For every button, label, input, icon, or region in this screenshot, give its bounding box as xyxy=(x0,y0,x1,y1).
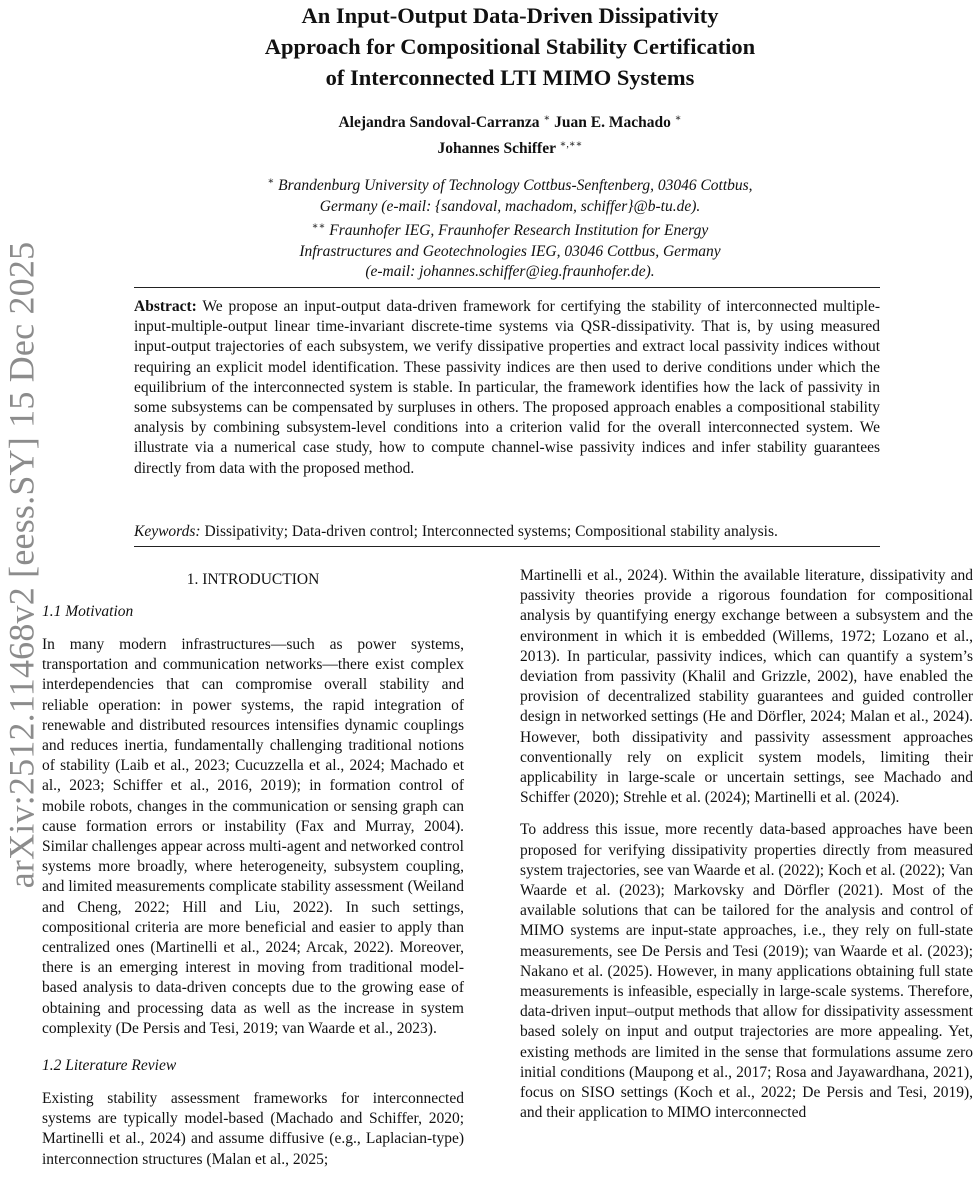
paper-title xyxy=(160,0,860,93)
author-name: Johannes Schiffer xyxy=(437,140,556,158)
title-line-3: of Interconnected LTI MIMO Systems xyxy=(325,65,695,90)
abstract-text: We propose an input-output data-driven framework for certifying the stability of interconnected multiple-input-multiple-output linear time-invariant discrete-time systems via QSR-dissipativity. That is, by using measured input-output trajectories of each subsystem, we verify dissipative properties and extract local passivity indices without requiring an explicit model identification. These passivity indices are then used to derive conditions under which the equilibrium of the interconnected system is stable. In particular, the framework identifies how the lack of passivity in some subsystems can be compensated by surpluses in others. The proposed approach enables a compositional stability analysis by combining subsystem-level conditions into a criterion valid for the overall interconnected system. We illustrate via a numerical case study, how to compute channel-wise passivity indices and infer stability guarantees directly from data with the proposed method. xyxy=(134,298,880,477)
affiliation-mark: ∗∗ xyxy=(311,221,326,233)
author-affiliation-mark: ∗ xyxy=(543,113,551,124)
keywords xyxy=(134,522,880,542)
keywords-text: Dissipativity; Data-driven control; Interconnected systems; Compositional stability analysis. xyxy=(204,523,778,540)
author-affiliation-mark: ∗ xyxy=(674,113,682,124)
abstract xyxy=(134,297,880,479)
motivation-paragraph: In many modern infrastructures—such as power systems, transportation and communication networks—there exist complex interdependencies that can compromise overall stability and reliable operation: in power systems, the rapid integration of renewable and distributed resources intensifies dynamic couplings and reduces inertia, fundamentally challenging traditional notions of stability (Laib et al., 2023; Cucuzzella et al., 2024; Machado et al., 2023; Schiffer et al., 2016, 2019); in formation control of mobile robots, changes in the communication or sensing graph can cause formation errors or instability (Fax and Murray, 2004). Similar challenges appear across multi-agent and networked control systems more broadly, where heterogeneity, subsystem coupling, and limited measurements complicate stability assessment (Weiland and Cheng, 2022; Hill and Liu, 2022). In such settings, compositional criteria are more beneficial and easier to apply than centralized ones (Martinelli et al., 2024; Arcak, 2022). Moreover, there is an emerging interest in moving from traditional model-based analysis to data-driven concepts due to the growing ease of obtaining and processing data as well as the increase in system complexity (De Persis and Tesi, 2019; van Waarde et al., 2023). xyxy=(42,636,464,1037)
right-column xyxy=(520,566,973,1123)
author-name: Juan E. Machado xyxy=(554,114,671,132)
author-name: Alejandra Sandoval-Carranza xyxy=(338,114,540,132)
abstract-label: Abstract: xyxy=(134,298,197,315)
body-paragraph: To address this issue, more recently data-based approaches have been proposed for verifying dissipativity properties directly from measured system trajectories, see van Waarde et al. (2022); Koch et al. (2022); Van Waarde et al. (2023); Markovsky and Dörfler (2021). Most of the available solutions that can be tailored for the analysis and control of MIMO systems are input-state approaches, i.e., they rely on full-state measurements, see De Persis and Tesi (2019); van Waarde et al. (2023); Nakano et al. (2025). However, in many applications obtaining full state measurements is infeasible, especially in large-scale systems. Therefore, data-driven input–output methods that allow for dissipativity assessment based solely on input and output trajectories are more appealing. Yet, existing methods are limited in the sense that formulations assume zero initial conditions (Maupong et al., 2017; Rosa and Jayawardhana, 2021), focus on SISO settings (Koch et al., 2022; De Persis and Tesi, 2019), and their application to MIMO interconnected xyxy=(520,821,973,1122)
subsection-heading-motivation: 1.1 Motivation xyxy=(42,603,134,620)
abstract-top-rule xyxy=(134,287,880,288)
body-paragraph: Martinelli et al., 2024). Within the available literature, dissipativity and passivity theories provide a rigorous foundation for compositional analysis by quantifying energy exchange between a subsystem and the environment in which it is embedded (Willems, 1972; Lozano et al., 2013). In particular, passivity indices, which can quantify a system’s deviation from passivity (Khalil and Grizzle, 2002), have enabled the provision of decentralized stability guarantees and guided controller design in networked settings (He and Dörfler, 2024; Malan et al., 2024). However, both dissipativity and passivity assessment approaches conventionally rely on explicit system models, limiting their applicability in large-scale or uncertain settings, see Machado and Schiffer (2020); Strehle et al. (2024); Martinelli et al. (2024). xyxy=(520,567,973,807)
affiliation-mark: ∗ xyxy=(267,176,275,187)
section-heading-introduction: 1. INTRODUCTION xyxy=(186,571,320,588)
author-affiliation-mark: ∗,∗∗ xyxy=(559,139,583,151)
affiliation-line: Infrastructures and Geotechnologies IEG, 03046 Cottbus, Germany xyxy=(299,242,721,260)
affiliation-line: (e-mail: johannes.schiffer@ieg.fraunhofer.de). xyxy=(365,263,655,281)
arxiv-identifier-stamp xyxy=(0,235,42,895)
subsection-heading-literature-review: 1.2 Literature Review xyxy=(42,1057,177,1075)
author-list xyxy=(200,108,820,160)
affiliation-line: Fraunhofer IEG, Fraunhofer Research Institution for Energy xyxy=(329,222,709,240)
literature-review-paragraph: Existing stability assessment frameworks for interconnected systems are typically model-based (Machado and Schiffer, 2020; Martinelli et al., 2024) and assume diffusive (e.g., Laplacian-type) interconnection structures (Malan et al., 2025; xyxy=(42,1090,464,1168)
left-column xyxy=(42,566,464,1170)
affiliation-line: Brandenburg University of Technology Cottbus-Senftenberg, 03046 Cottbus, xyxy=(278,177,753,195)
title-line-1: An Input-Output Data-Driven Dissipativity xyxy=(301,3,719,28)
title-line-2: Approach for Compositional Stability Certification xyxy=(264,34,756,59)
arxiv-id-text: arXiv:2512.11468v2 [eess.SY] 15 Dec 2025 xyxy=(1,241,41,889)
affiliations xyxy=(200,172,820,283)
affiliation-line: Germany (e-mail: {sandoval, machadom, schiffer}@b-tu.de). xyxy=(319,197,701,215)
keywords-label: Keywords: xyxy=(134,523,201,540)
keywords-bottom-rule xyxy=(134,546,880,547)
